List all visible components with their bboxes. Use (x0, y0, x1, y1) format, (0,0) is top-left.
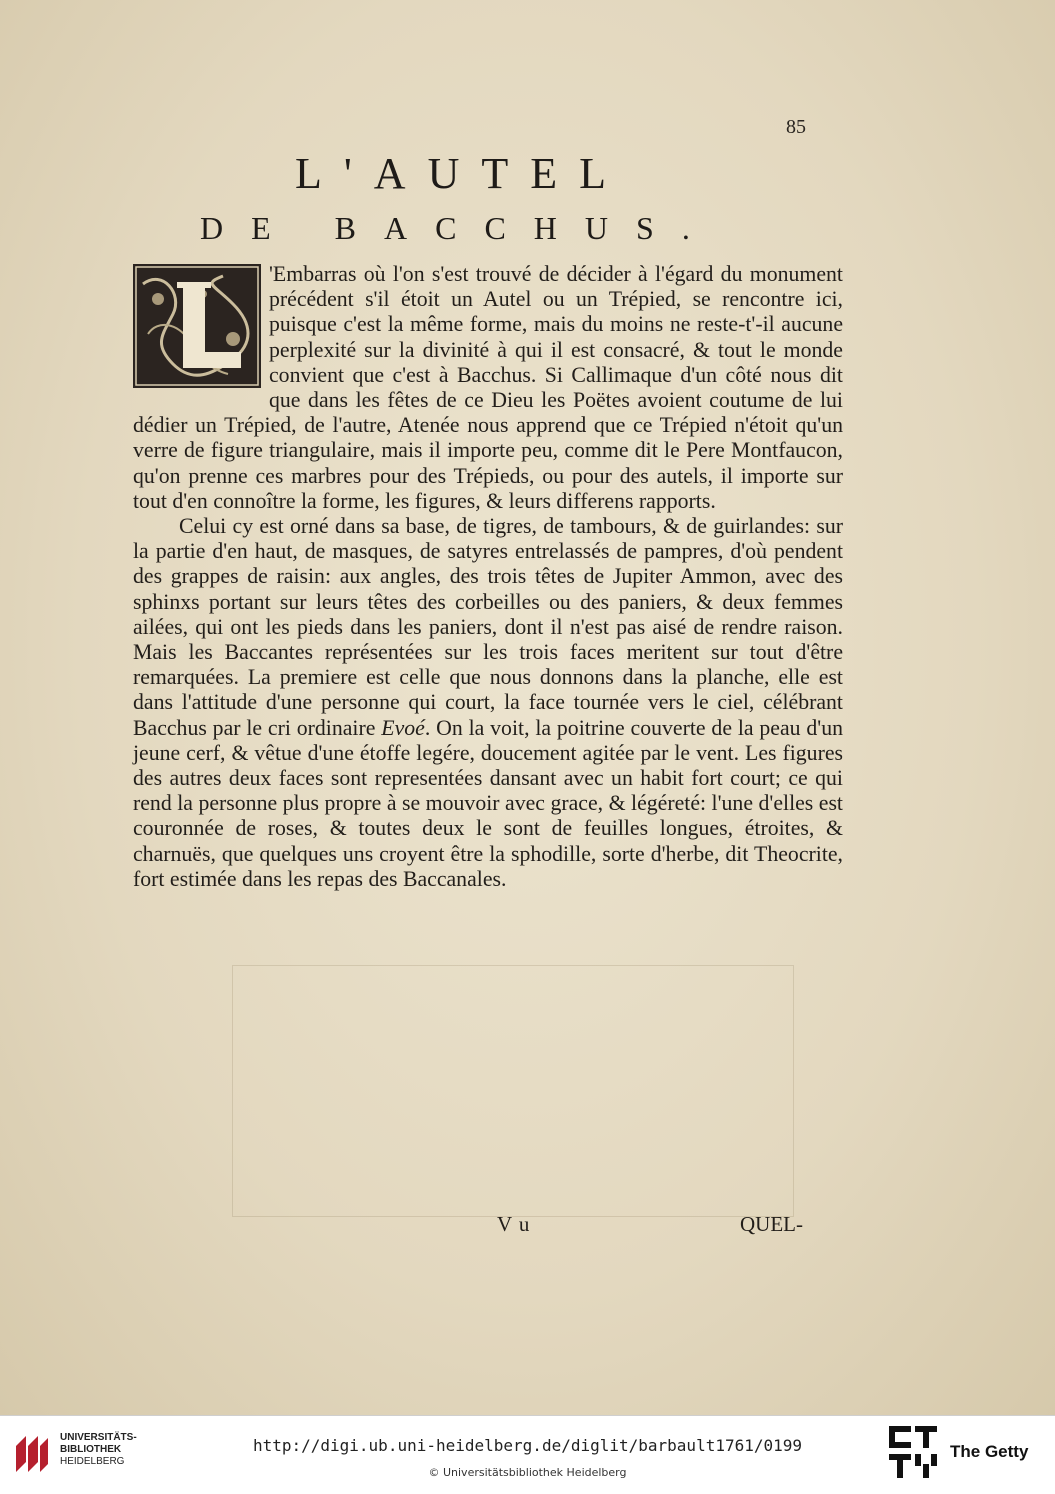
evoe-italic: Evoé (381, 715, 425, 740)
paragraph-1: 'Embarras où l'on s'est trouvé de décider à l'égard du monument précédent s'il étoit un Autel ou un Trépied, se rencontre ici, puisque c'est la même forme, mais du moins ne reste-t'-il aucune perplexité sur la divinité à qui il est consacré, & tout le monde convient que c'est à Bacchus. Si Callimaque d'un côté nous dit que dans les fêtes de ce Dieu les Poëtes avoient coutume de lui dédier un Trépied, de l'autre, Atenée nous apprend que ce Trépied n'étoit qu'un verre de figure triangulaire, mais il importe peu, comme dit le Pere Montfaucon, qu'on prenne ces marbres pour des Trépieds, ou pour des autels, il importe sur tout d'en connoître la forme, les figures, & leurs differens rapports. (133, 262, 843, 513)
body-text (133, 262, 843, 892)
library-name-line2: BIBLIOTHEK (60, 1444, 122, 1455)
page-title: L'AUTEL (295, 149, 628, 198)
plate-mark (232, 965, 794, 1217)
paragraph-2-part-1: Celui cy est orné dans sa base, de tigres, de tambours, & de guirlandes: sur la partie d'en haut, de masques, de satyres entrelassés de pampres, d'où pendent des grappes de raisin: aux angles, des trois têtes de Jupiter Ammon, avec des sphinxs portant sur leurs têtes des corbeilles ou des paniers, & deux femmes ailées, qui ont les pieds dans les paniers, dont il n'est pas aisé de rendre raison. Mais les Baccantes représentées sur les trois faces meritent sur tout d'être remarquées. La premiere est celle que nous donnons dans la planche, elle est dans l'attitude d'une personne qui court, la face tournée vers le ciel, célébrant Bacchus par le cri ordinaire (133, 514, 843, 740)
paragraph-2-part-2: . On la voit, la poitrine couverte de la peau d'un jeune cerf, & vêtue d'une étoffe legére, doucement agitée par le vent. Les figures des autres deux faces sont representées dansant avec un habit fort court; ce qui rend la personne plus propre à se mouvoir avec grace, & légéreté: l'une d'elles est couronnée de roses, & toutes deux le sont de feuilles longues, étroites, & charnuës, que quelques uns croyent être la sphodille, sorte d'herbe, dit Theocrite, fort estimée dans les repas des Baccanales. (133, 715, 843, 891)
getty-logo-icon[interactable] (887, 1424, 943, 1484)
catchword: QUEL- (740, 1212, 803, 1236)
viewer-footer (0, 1415, 1055, 1494)
page-subtitle: DE BACCHUS. (200, 210, 718, 246)
paragraph-2 (133, 514, 843, 892)
library-name-line3: HEIDELBERG (60, 1456, 125, 1467)
library-name-line1: UNIVERSITÄTS- (60, 1432, 137, 1443)
signature-mark: Vu (497, 1212, 538, 1236)
copyright-notice: © Universitätsbibliothek Heidelberg (428, 1466, 627, 1479)
ornament-icon (133, 264, 261, 388)
page-foot (0, 1212, 1055, 1242)
ornamental-drop-cap (133, 264, 261, 388)
permalink-url[interactable]: http://digi.ub.uni-heidelberg.de/diglit/barbault1761/0199 (252, 1436, 803, 1455)
page-number: 85 (786, 116, 806, 138)
partner-name: The Getty (950, 1442, 1029, 1461)
